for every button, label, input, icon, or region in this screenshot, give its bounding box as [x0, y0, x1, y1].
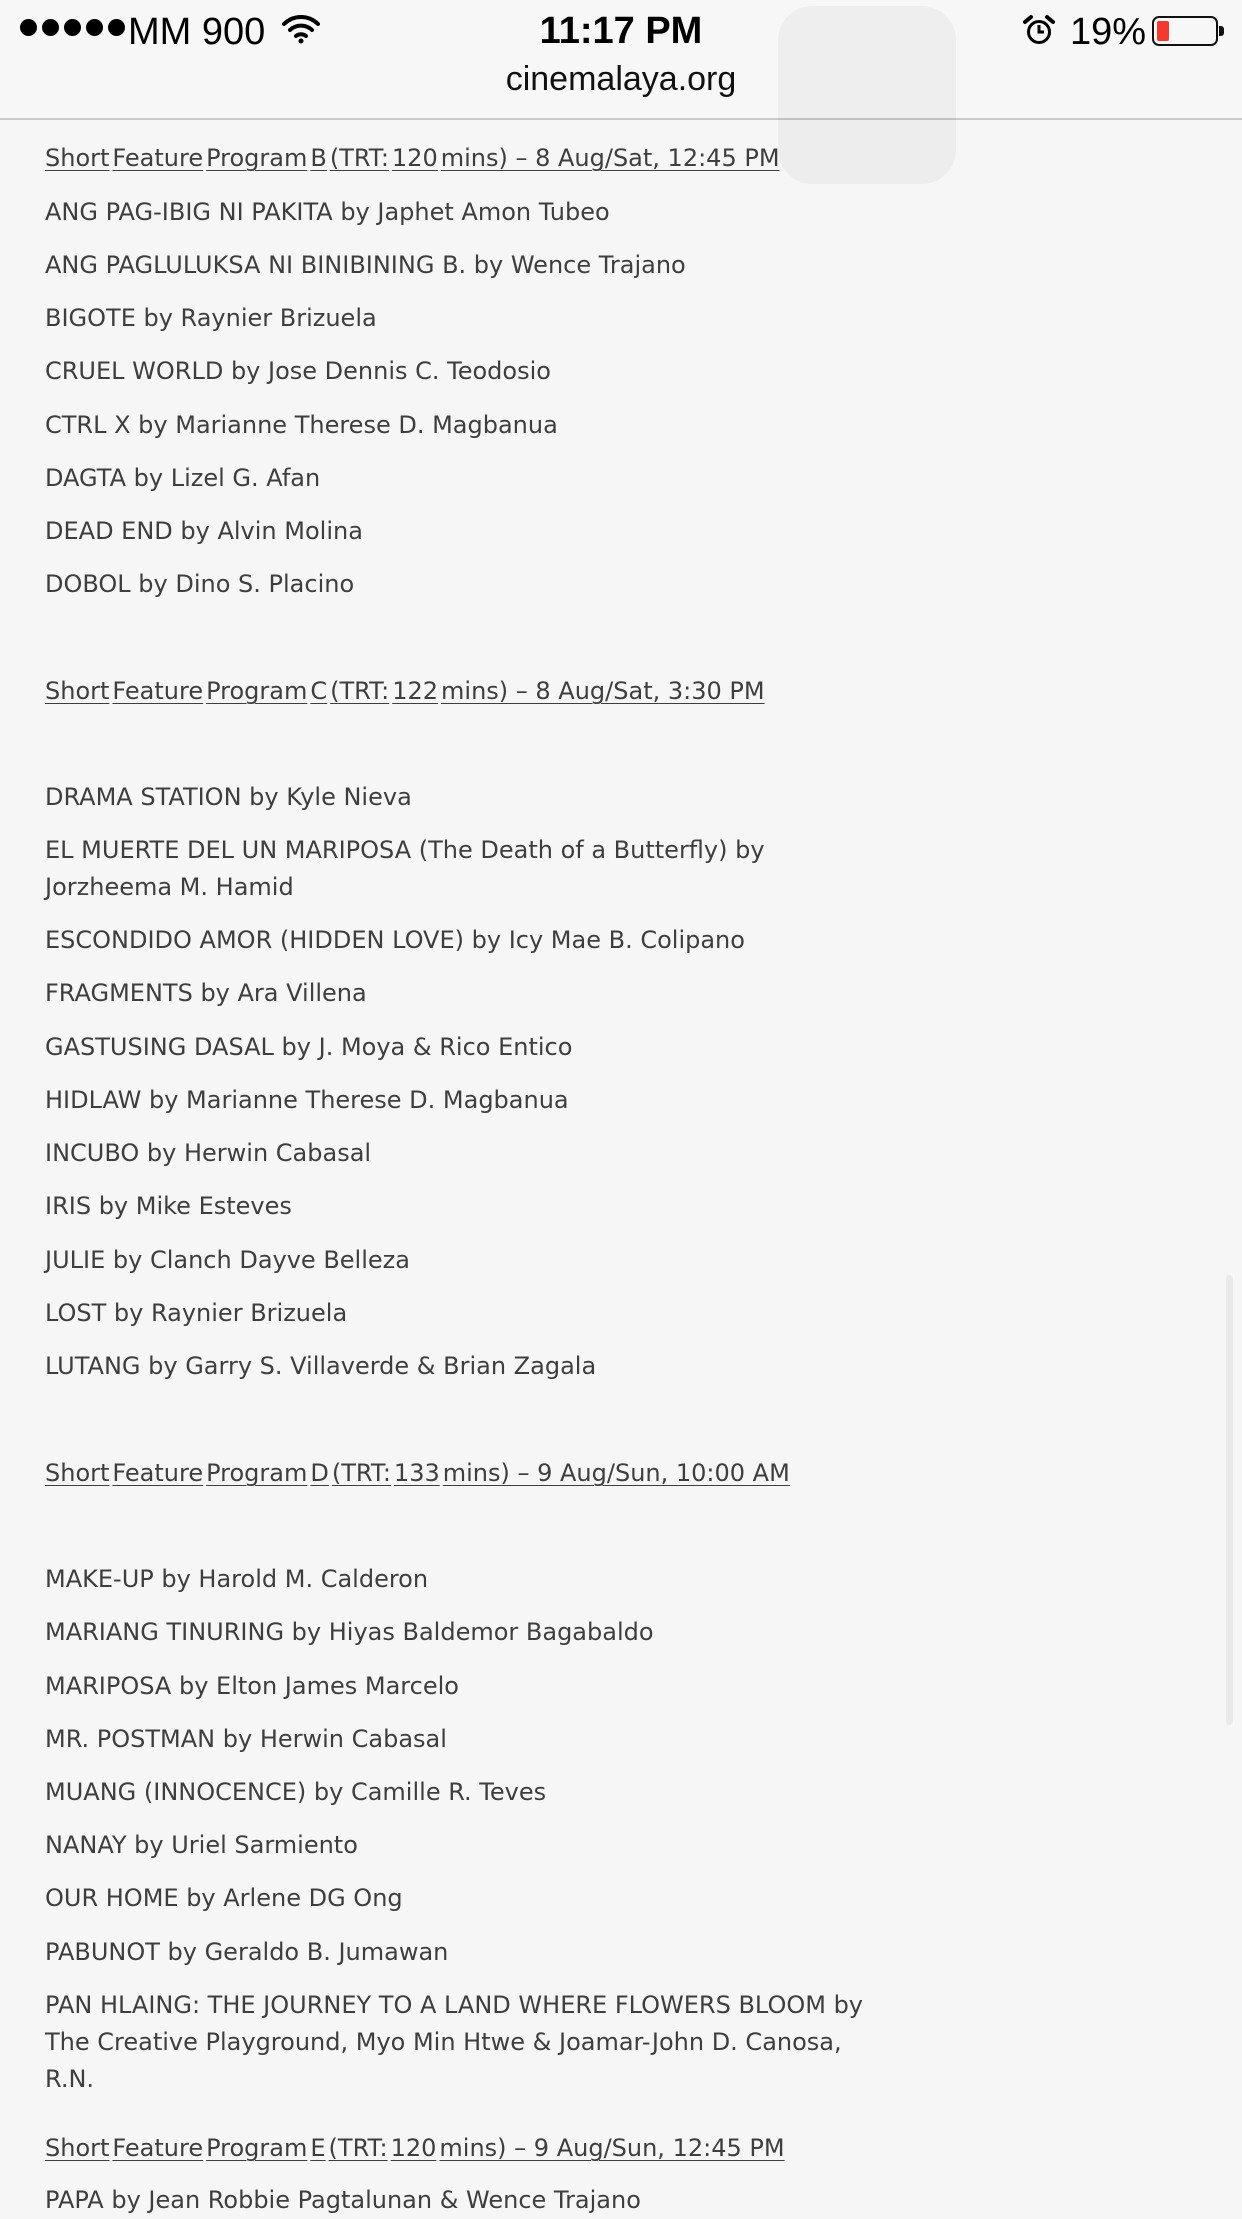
heading-link[interactable]: (TRT: [331, 1459, 391, 1487]
heading-link[interactable]: mins) – 9 Aug/Sun, 12:45 PM [439, 2134, 785, 2162]
carrier-name: MM 900 [128, 11, 266, 53]
heading-link[interactable]: 133 [393, 1459, 440, 1487]
heading-link[interactable]: D [310, 1459, 329, 1487]
film-entry: CRUEL WORLD by Jose Dennis C. Teodosio [45, 357, 551, 385]
heading-link[interactable]: C [310, 677, 328, 705]
heading-link[interactable]: mins) – 8 Aug/Sat, 3:30 PM [441, 677, 765, 705]
battery-level-fill [1157, 21, 1169, 41]
film-entry: CTRL X by Marianne Therese D. Magbanua [45, 411, 558, 439]
film-entry: MARIANG TINURING by Hiyas Baldemor Bagabaldo [45, 1618, 654, 1646]
film-entry: EL MUERTE DEL UN MARIPOSA (The Death of a Butterfly) by Jorzheema M. Hamid [45, 836, 765, 901]
film-entry: HIDLAW by Marianne Therese D. Magbanua [45, 1086, 569, 1114]
film-entry: MARIPOSA by Elton James Marcelo [45, 1672, 459, 1700]
film-entry: IRIS by Mike Esteves [45, 1192, 292, 1220]
heading-link[interactable]: Short [45, 144, 110, 172]
film-entry: BIGOTE by Raynier Brizuela [45, 304, 377, 332]
heading-link[interactable]: Feature [112, 677, 204, 705]
heading-link[interactable]: Program [206, 2134, 308, 2162]
film-entry: ANG PAGLULUKSA NI BINIBINING B. by Wence Trajano [45, 251, 686, 279]
heading-link[interactable]: (TRT: [329, 144, 389, 172]
heading-link[interactable]: Feature [112, 144, 204, 172]
film-entry: MR. POSTMAN by Herwin Cabasal [45, 1725, 447, 1753]
status-time: 11:17 PM [539, 10, 703, 52]
film-entry: LOST by Raynier Brizuela [45, 1299, 348, 1327]
heading-link[interactable]: Short [45, 677, 110, 705]
film-entry: PAN HLAING: THE JOURNEY TO A LAND WHERE FLOWERS BLOOM by The Creative Playground, Myo Min Htwe & Joamar-John D. Canosa, R.N. [45, 1991, 864, 2093]
heading-link[interactable]: Short [45, 2134, 110, 2162]
heading-link[interactable]: Program [206, 1459, 308, 1487]
film-entry: MUANG (INNOCENCE) by Camille R. Teves [45, 1778, 547, 1806]
heading-link[interactable]: mins) – 8 Aug/Sat, 12:45 PM [440, 144, 780, 172]
heading-link[interactable]: (TRT: [328, 2134, 388, 2162]
program-heading[interactable] [45, 1457, 793, 1489]
film-entry: PAPA by Jean Robbie Pagtalunan & Wence Trajano [45, 2186, 641, 2214]
heading-link[interactable]: 120 [391, 144, 438, 172]
program-heading[interactable] [45, 142, 783, 174]
film-entry: GASTUSING DASAL by J. Moya & Rico Entico [45, 1033, 573, 1061]
heading-link[interactable]: (TRT: [330, 677, 390, 705]
film-entry: DAGTA by Lizel G. Afan [45, 464, 321, 492]
battery-percentage: 19% [1070, 11, 1147, 53]
battery-icon [1152, 16, 1218, 46]
film-entry: OUR HOME by Arlene DG Ong [45, 1884, 403, 1912]
heading-link[interactable]: B [310, 144, 327, 172]
film-entry: JULIE by Clanch Dayve Belleza [45, 1246, 410, 1274]
heading-link[interactable]: Feature [112, 1459, 204, 1487]
film-entry: DEAD END by Alvin Molina [45, 517, 363, 545]
film-entry: ANG PAG-IBIG NI PAKITA by Japhet Amon Tubeo [45, 198, 610, 226]
heading-link[interactable]: Short [45, 1459, 110, 1487]
film-entry: FRAGMENTS by Ara Villena [45, 979, 367, 1007]
heading-link[interactable]: mins) – 9 Aug/Sun, 10:00 AM [442, 1459, 790, 1487]
heading-link[interactable]: 122 [392, 677, 439, 705]
program-heading[interactable] [45, 675, 768, 707]
film-entry: PABUNOT by Geraldo B. Jumawan [45, 1938, 449, 1966]
heading-link[interactable]: Program [206, 677, 308, 705]
film-entry: LUTANG by Garry S. Villaverde & Brian Zagala [45, 1352, 597, 1380]
film-entry: DRAMA STATION by Kyle Nieva [45, 783, 412, 811]
assistive-touch-button[interactable] [778, 6, 956, 184]
program-heading[interactable] [45, 2132, 788, 2164]
film-entry: INCUBO by Herwin Cabasal [45, 1139, 372, 1167]
url-domain[interactable]: cinemalaya.org [505, 60, 737, 98]
heading-link[interactable]: E [310, 2134, 326, 2162]
browser-top-bar [0, 0, 1242, 120]
film-entry: DOBOL by Dino S. Placino [45, 570, 355, 598]
heading-link[interactable]: 120 [390, 2134, 437, 2162]
scrollbar[interactable] [1226, 1275, 1233, 1725]
heading-link[interactable]: Program [206, 144, 308, 172]
film-entry: ESCONDIDO AMOR (HIDDEN LOVE) by Icy Mae B. Colipano [45, 926, 745, 954]
alarm-clock-icon [1022, 14, 1056, 48]
film-entry: NANAY by Uriel Sarmiento [45, 1831, 358, 1859]
heading-link[interactable]: Feature [112, 2134, 204, 2162]
film-entry: MAKE-UP by Harold M. Calderon [45, 1565, 429, 1593]
